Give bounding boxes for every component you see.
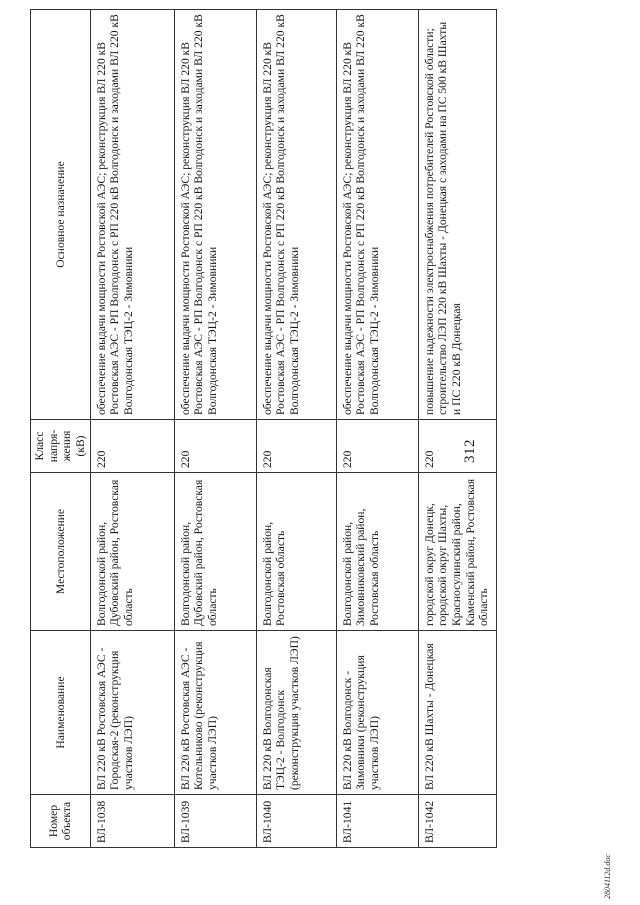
table-row — [90, 10, 174, 848]
object-location: городской округ Донецк, городской округ Шахты, Красносулинский район, Каменский район, Ростовская область — [418, 473, 496, 631]
object-location: Волгодонской район, Зимовниковский район, Ростовская область — [336, 473, 418, 631]
object-name: ВЛ 220 кВ Волгодонск - Зимовники (реконструкция участков ЛЭП) — [336, 631, 418, 795]
object-purpose: обеспечение выдачи мощности Ростовской АЭС; реконструкция ВЛ 220 кВ Ростовская АЭС - РП Волгодонск с РП 220 кВ Волгодонск и заходами ВЛ 220 кВ Волгодонская ТЭЦ-2 - Зимовники — [256, 10, 336, 420]
object-voltage: 220 — [418, 420, 496, 473]
header-voltage: Класс напря-жения (кВ) — [31, 420, 91, 473]
object-voltage: 220 — [336, 420, 418, 473]
header-location: Местоположение — [31, 473, 91, 631]
object-purpose: обеспечение выдачи мощности Ростовской АЭС; реконструкция ВЛ 220 кВ Ростовская АЭС - РП Волгодонск с РП 220 кВ Волгодонск и заходами ВЛ 220 кВ Волгодонская ТЭЦ-2 - Зимовники — [336, 10, 418, 420]
table-row — [418, 10, 496, 848]
table-row — [256, 10, 336, 848]
table-header-row — [31, 10, 91, 848]
object-name: ВЛ 220 кВ Ростовская АЭС - Котельниково (реконструкция участков ЛЭП) — [174, 631, 256, 795]
object-number: ВЛ-1041 — [336, 795, 418, 848]
header-name: Наименование — [31, 631, 91, 795]
object-name: ВЛ 220 кВ Шахты - Донецкая — [418, 631, 496, 795]
object-voltage: 220 — [174, 420, 256, 473]
object-name: ВЛ 220 кВ Волгодонская ТЭЦ-2 - Волгодонск (реконструкция участков ЛЭП) — [256, 631, 336, 795]
data-table — [30, 9, 497, 848]
object-purpose: повышение надежности электроснабжения потребителей Ростовской области; строительство ЛЭП 220 кВ Шахты - Донецкая с заходами на ПС 500 кВ Шахты и ПС 220 кВ Донецкая — [418, 10, 496, 420]
object-purpose: обеспечение выдачи мощности Ростовской АЭС; реконструкция ВЛ 220 кВ Ростовская АЭС - РП Волгодонск с РП 220 кВ Волгодонск и заходами ВЛ 220 кВ Волгодонская ТЭЦ-2 - Зимовники — [90, 10, 174, 420]
object-location: Волгодонской район, Дубовский район, Ростовская область — [174, 473, 256, 631]
object-voltage: 220 — [256, 420, 336, 473]
object-voltage: 220 — [90, 420, 174, 473]
object-location: Волгодонской район, Ростовская область — [256, 473, 336, 631]
table-row — [336, 10, 418, 848]
object-name: ВЛ 220 кВ Ростовская АЭС - Городская-2 (реконструкция участков ЛЭП) — [90, 631, 174, 795]
header-number: Номер объекта — [31, 795, 91, 848]
object-location: Волгодонской район, Дубовский район, Ростовская область — [90, 473, 174, 631]
object-number: ВЛ-1040 — [256, 795, 336, 848]
table-row — [174, 10, 256, 848]
document-footer: 2804112d.doc — [603, 854, 612, 899]
object-purpose: обеспечение выдачи мощности Ростовской АЭС; реконструкция ВЛ 220 кВ Ростовская АЭС - РП Волгодонск с РП 220 кВ Волгодонск и заходами ВЛ 220 кВ Волгодонская ТЭЦ-2 - Зимовники — [174, 10, 256, 420]
object-number: ВЛ-1038 — [90, 795, 174, 848]
object-number: ВЛ-1042 — [418, 795, 496, 848]
page-number: 312 — [462, 439, 478, 463]
object-number: ВЛ-1039 — [174, 795, 256, 848]
header-purpose: Основное назначение — [31, 10, 91, 420]
